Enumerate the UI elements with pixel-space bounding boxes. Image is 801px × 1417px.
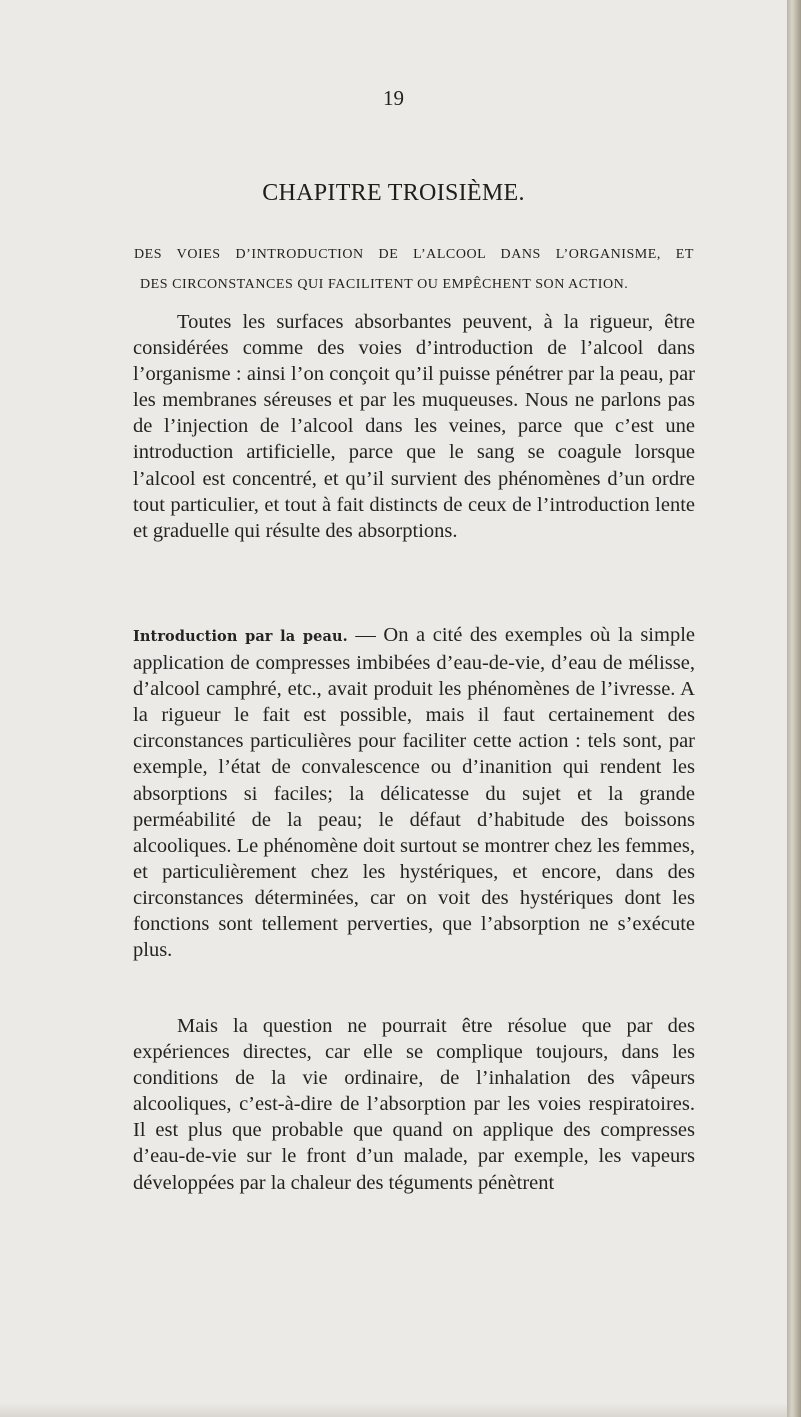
paragraph-2 <box>133 622 695 963</box>
subtitle-line-2: DES CIRCONSTANCES QUI FACILITENT OU EMPÊCHENT SON ACTION. <box>140 277 629 292</box>
chapter-subtitle <box>134 240 694 300</box>
chapter-title: CHAPITRE TROISIÈME. <box>262 180 525 206</box>
paragraph-1: Toutes les surfaces absorbantes peuvent, à la rigueur, être considérées comme des voies d’introduction de l’alcool dans l’organisme : ainsi l’on conçoit qu’il puisse pénétrer par la peau, par les membranes séreuses et par les muqueuses. Nous ne parlons pas de l’injection de l’alcool dans les veines, parce que c’est une introduction artificielle, parce que le sang se coagule lorsque l’alcool est concentré, et qu’il survient des phénomènes d’un ordre tout particulier, et tout à fait distincts de ceux de l’introduction lente et graduelle qui résulte des absorptions. <box>133 311 695 542</box>
page-number: 19 <box>383 86 404 110</box>
page-right-edge <box>787 0 801 1417</box>
paragraph-3: Mais la question ne pourrait être résolue que par des expériences directes, car elle se complique toujours, dans les conditions de la vie ordinaire, de l’inhalation des vâpeurs alcooliques, c’est-à-dire de l’absorption par les voies respiratoires. Il est plus que probable que quand on applique des compresses d’eau-de-vie sur le front d’un malade, par exemple, les vapeurs développées par la chaleur des téguments pénètrent <box>133 1015 695 1194</box>
paragraph-2-text: — On a cité des exemples où la simple application de compresses imbibées d’eau-de-vie, d’eau de mélisse, d’alcool camphré, etc., avait produit les phénomènes de l’ivresse. A la rigueur le fait est possible, mais il faut certainement des circonstances particulières pour faciliter cette action : tels sont, par exemple, l’état de convalescence ou d’inanition qui rendent les absorptions si faciles; la délicatesse du sujet et la grande perméabilité de la peau; le défaut d’habitude des boissons alcooliques. Le phénomène doit surtout se montrer chez les femmes, et particulièrement chez les hystériques, et encore, dans des circonstances déterminées, car on voit des hystériques dont les fonctions sont tellement perverties, que l’absorption ne s’exécute plus. <box>133 624 695 962</box>
section-heading: Introduction par la peau. <box>133 628 348 645</box>
page-bottom-shade <box>0 1403 787 1417</box>
subtitle-line-1: DES VOIES D’INTRODUCTION DE L’ALCOOL DANS L’ORGANISME, ET <box>134 247 694 262</box>
